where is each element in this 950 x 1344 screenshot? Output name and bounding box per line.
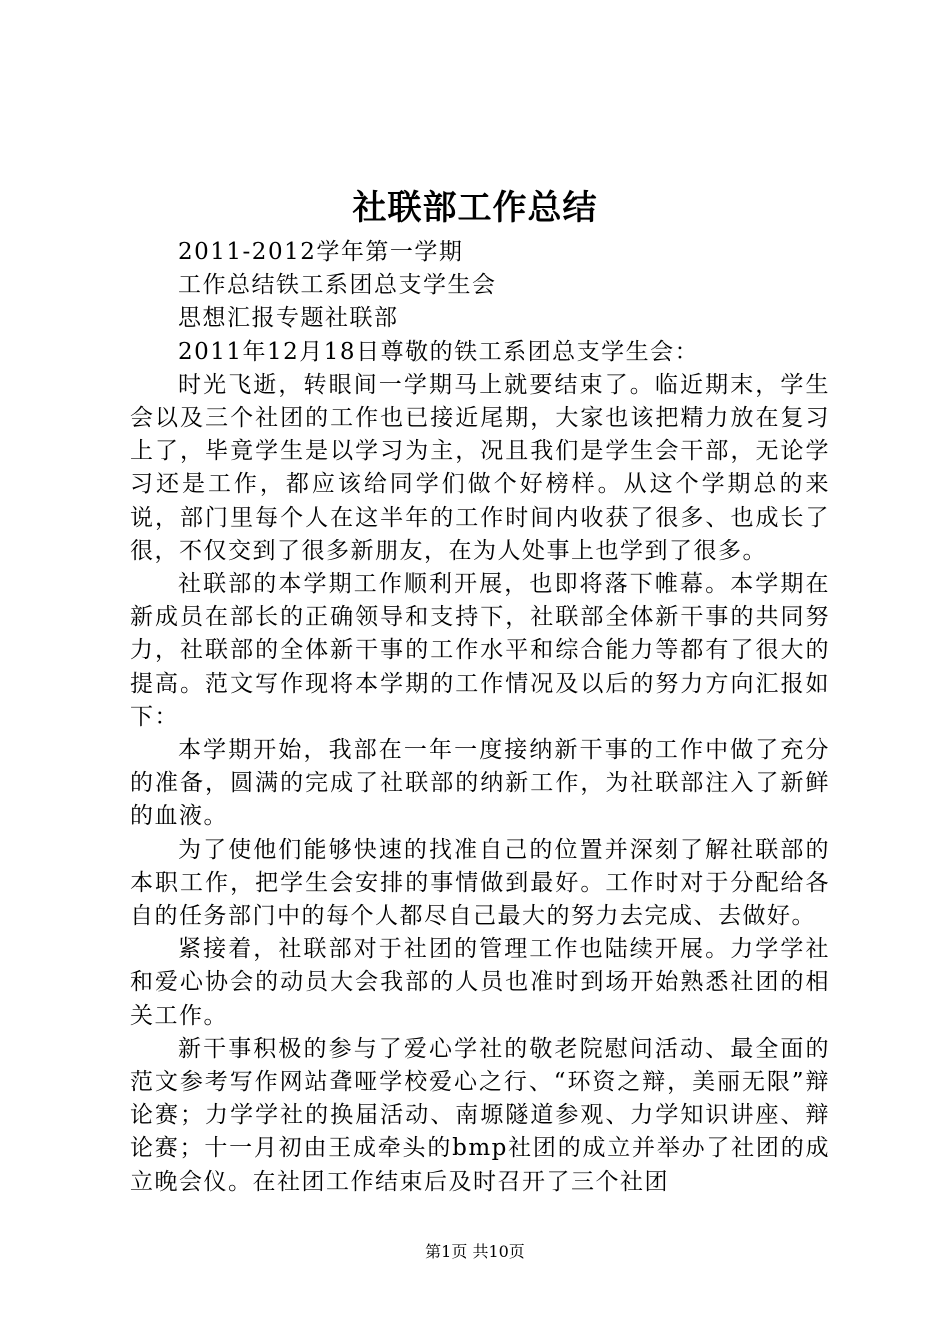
paragraph-date-salutation: 2011年12月18日尊敬的铁工系团总支学生会： bbox=[178, 338, 700, 365]
paragraph-club-management: 紧接着，社联部对于社团的管理工作也陆续开展。力学学社和爱心协会的动员大会我部的人员也准时到场开始熟悉社团的相关工作。 bbox=[130, 936, 830, 1029]
paragraph-training: 为了使他们能够快速的找准自己的位置并深刻了解社联部的本职工作，把学生会安排的事情做到最好。工作时对于分配给各自的任务部门中的每个人都尽自己最大的努力去完成、去做好。 bbox=[130, 836, 830, 930]
paragraph-activities: 新干事积极的参与了爱心学社的敬老院慰问活动、最全面的范文参考写作网站聋哑学校爱心之行、“环资之辩，美丽无限”辩论赛；力学学社的换届活动、南塬隧道参观、力学知识讲座、辩论赛；十一月初由王成牵头的bmp社团的成立并举办了社团的成立晚会仪。在社团工作结束后及时召开了三个社团 bbox=[130, 1035, 830, 1195]
paragraph-summary-heading: 工作总结铁工系团总支学生会 bbox=[178, 272, 497, 299]
paragraph-topic: 思想汇报专题社联部 bbox=[178, 305, 399, 332]
paragraph-semester: 2011-2012学年第一学期 bbox=[178, 239, 464, 265]
document-body bbox=[130, 236, 830, 1199]
page-footer: 第1页 共10页 bbox=[425, 1242, 525, 1261]
paragraph-intro: 时光飞逝，转眼间一学期马上就要结束了。临近期末，学生会以及三个社团的工作也已接近尾期，大家也该把精力放在复习上了，毕竟学生是以学习为主，况且我们是学生会干部，无论学习还是工作，都应该给同学们做个好榜样。从这个学期总的来说，部门里每个人在这半年的工作时间内收获了很多、也成长了很，不仅交到了很多新朋友，在为人处事上也学到了很多。 bbox=[130, 371, 830, 564]
document-title: 社联部工作总结 bbox=[352, 188, 598, 228]
paragraph-recruitment: 本学期开始，我部在一年一度接纳新干事的工作中做了充分的准备，圆满的完成了社联部的纳新工作，为社联部注入了新鲜的血液。 bbox=[130, 737, 830, 830]
paragraph-overview: 社联部的本学期工作顺利开展，也即将落下帷幕。本学期在新成员在部长的正确领导和支持下，社联部全体新干事的共同努力，社联部的全体新干事的工作水平和综合能力等都有了很大的提高。范文写作现将本学期的工作情况及以后的努力方向汇报如下： bbox=[130, 571, 830, 730]
